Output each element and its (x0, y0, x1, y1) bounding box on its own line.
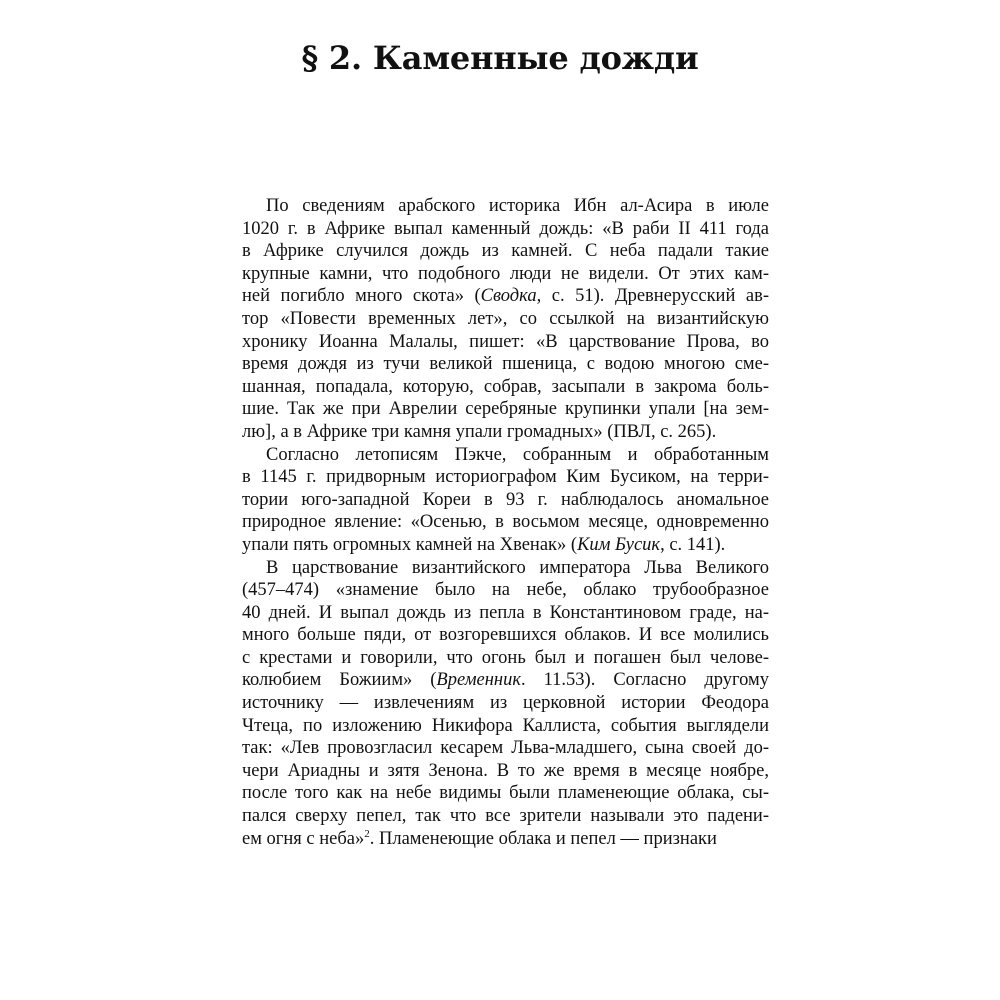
text-segment: В царствование византийского императора Льва Великого (266, 557, 769, 578)
text-line (242, 624, 769, 647)
text-line (242, 466, 769, 489)
text-segment: в Африке случился дождь из камней. С неба падали такие (242, 241, 769, 262)
text-segment: 40 дней. И выпал дождь из пепла в Константиновом граде, на- (242, 602, 769, 623)
text-line (242, 669, 769, 692)
text-line (242, 828, 769, 851)
text-segment: , с. 51). Древнерусский ав- (536, 286, 769, 307)
text-line (242, 602, 769, 625)
text-segment: источнику — извлечениям из церковной истории Феодора (242, 693, 769, 714)
text-segment: ней погибло много скота» ( (242, 286, 481, 307)
text-line (242, 398, 769, 421)
text-segment: природное явление: «Осенью, в восьмом месяце, одновременно (242, 512, 769, 533)
text-segment: тории юго-западной Кореи в 93 г. наблюдалось аномальное (242, 489, 769, 510)
text-line (242, 579, 769, 602)
text-segment: с крестами и говорили, что огонь был и погашен был челове- (242, 647, 769, 668)
text-segment: пался сверху пепел, так что все зрители называли это падени- (242, 806, 769, 827)
text-line (242, 489, 769, 512)
text-segment: тор «Повести временных лет», со ссылкой на византийскую (242, 308, 769, 329)
text-line (242, 760, 769, 783)
text-line (242, 308, 769, 331)
text-segment: упали пять огромных камней на Хвенак» ( (242, 534, 578, 555)
text-segment: (457–474) «знамение было на небе, облако трубообразное (242, 580, 769, 601)
paragraph (242, 557, 769, 851)
text-line (242, 353, 769, 376)
text-segment: ем огня с неба» (242, 828, 365, 849)
paragraph (242, 444, 769, 557)
text-line (242, 263, 769, 286)
text-segment: Согласно летописям Пэкче, собранным и обработанным (266, 444, 769, 465)
italic-citation: Временник (436, 670, 521, 691)
text-segment: шанная, попадала, которую, собрав, засыпали в закрома боль- (242, 376, 769, 397)
text-line (242, 647, 769, 670)
text-segment: хронику Иоанна Малалы, пишет: «В царствование Прова, во (242, 331, 769, 352)
footnote-marker: 2 (364, 827, 370, 840)
paragraph (242, 195, 769, 444)
text-segment: . Пламенеющие облака и пепел — признаки (369, 828, 717, 849)
text-line (242, 715, 769, 738)
text-segment: шие. Так же при Аврелии серебряные крупинки упали [на зем- (242, 399, 769, 420)
text-segment: так: «Лев провозгласил кесарем Льва-младшего, сына своей до- (242, 738, 769, 759)
text-line (242, 557, 769, 580)
text-line (242, 692, 769, 715)
text-segment: По сведениям арабского историка Ибн ал-Асира в июле (266, 196, 769, 216)
text-line (242, 737, 769, 760)
text-line (242, 805, 769, 828)
text-line (242, 240, 769, 263)
text-line (242, 285, 769, 308)
text-segment: много больше пяди, от возгоревшихся облаков. И все молились (242, 625, 769, 646)
text-segment: , с. 141). (660, 534, 726, 555)
text-line (242, 511, 769, 534)
text-segment: чери Ариадны и зятя Зенона. В то же время в месяце ноябре, (242, 760, 769, 781)
text-line (242, 421, 769, 444)
italic-citation: Ким Бусик (577, 534, 661, 555)
text-line (242, 534, 769, 557)
text-segment: . 11.53). Согласно другому (521, 670, 769, 691)
text-segment: крупные камни, что подобного люди не видели. От этих кам- (242, 263, 769, 284)
text-line (242, 218, 769, 241)
text-line (242, 376, 769, 399)
text-segment: время дождя из тучи великой пшеница, с водою многою сме- (242, 354, 769, 375)
text-segment: колюбием Божиим» ( (242, 670, 437, 691)
text-segment: 1020 г. в Африке выпал каменный дождь: «В раби II 411 года (242, 218, 769, 239)
text-segment: Чтеца, по изложению Никифора Каллиста, события выглядели (242, 715, 769, 736)
italic-citation: Сводка (480, 286, 537, 307)
text-segment: лю], а в Африке три камня упали громадных» (ПВЛ, с. 265). (242, 421, 717, 442)
text-line (242, 331, 769, 354)
body-text (242, 195, 769, 850)
text-line (242, 782, 769, 805)
chapter-title: § 2. Каменные дожди (301, 39, 699, 77)
text-segment: после того как на небе видимы были пламенеющие облака, сы- (242, 783, 769, 804)
text-line (242, 444, 769, 467)
text-line (242, 195, 769, 218)
text-segment: в 1145 г. придворным историографом Ким Бусиком, на терри- (242, 467, 769, 488)
